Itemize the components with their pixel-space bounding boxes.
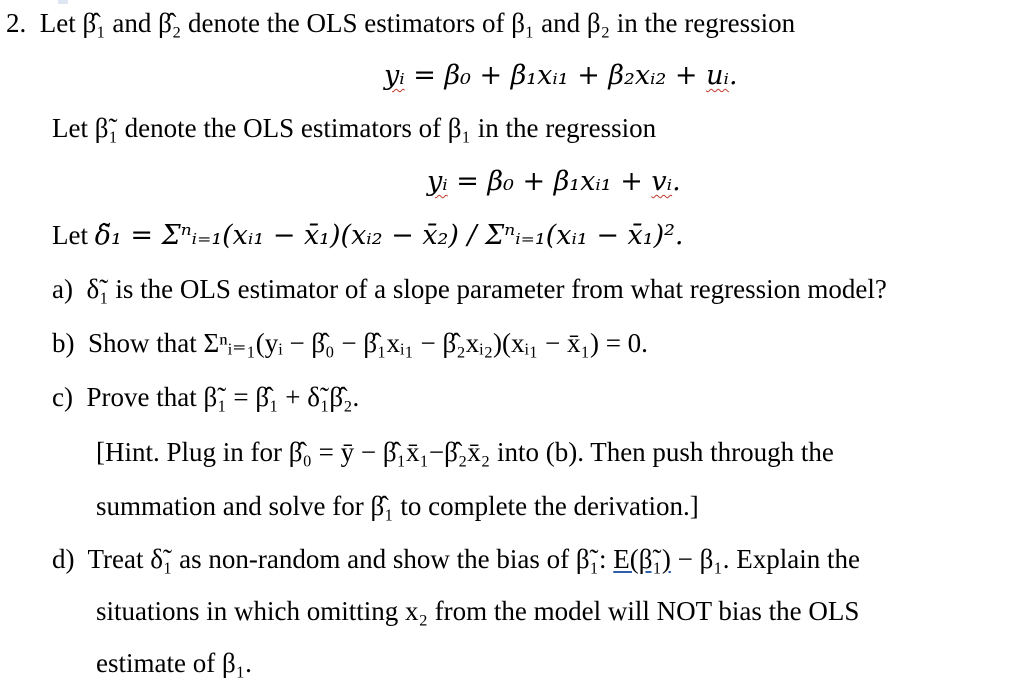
delta-prefix: Let bbox=[52, 220, 95, 250]
eq2-lhs: yᵢ bbox=[427, 166, 448, 197]
part-d-line2 bbox=[96, 598, 859, 625]
selection-marker bbox=[58, 0, 68, 4]
problem-intro: Let β̂₁ and β̂₂ denote the OLS estimators of β₁ and β₂ in the regression bbox=[39, 8, 796, 38]
part-d-label: d) bbox=[52, 544, 75, 574]
part-a-label: a) bbox=[52, 274, 73, 304]
part-b-text: Show that Σⁿᵢ₌₁(yᵢ − β̂₀ − β̂₁xᵢ₁ − β̂₂xᵢ₂)(xᵢ₁ − x̄₁) = 0. bbox=[88, 328, 648, 358]
part-c-text: Prove that β̃₁ = β̂₁ + δ̃₁β̂₂. bbox=[86, 382, 360, 412]
equation-full-model bbox=[384, 62, 738, 89]
expectation-link[interactable]: E(β̃₁) bbox=[613, 544, 671, 574]
part-a bbox=[52, 276, 887, 303]
part-b-label: b) bbox=[52, 328, 75, 358]
eq1-lhs: yᵢ bbox=[384, 60, 405, 91]
line-beta-tilde bbox=[52, 115, 656, 142]
eq2-mid: = β₀ + β₁xᵢ₁ + bbox=[447, 166, 652, 197]
part-d-text-a: Treat δ̃₁ as non-random and show the bias of β̃₁: bbox=[87, 544, 614, 574]
part-c-hint-line1 bbox=[96, 439, 834, 466]
eq1-error: uᵢ bbox=[706, 60, 729, 91]
problem-intro-line bbox=[6, 10, 795, 37]
delta-formula: δ̃₁ = Σⁿᵢ₌₁(xᵢ₁ − x̄₁)(xᵢ₂ − x̄₂) / Σⁿᵢ₌₁(xᵢ₁ − x̄₁)². bbox=[94, 220, 684, 251]
part-c-hint-line2 bbox=[96, 493, 699, 520]
part-d bbox=[52, 546, 860, 573]
part-d-line3 bbox=[96, 650, 252, 677]
part-b bbox=[52, 330, 648, 357]
line2-text: Let β̃₁ denote the OLS estimators of β₁ in the regression bbox=[52, 113, 657, 143]
part-d-line2-text: situations in which omitting x₂ from the model will NOT bias the OLS bbox=[96, 596, 860, 626]
eq2-error: vᵢ bbox=[651, 166, 673, 197]
problem-number: 2. bbox=[6, 8, 27, 38]
equation-short-model bbox=[427, 168, 681, 195]
part-d-line3-text: estimate of β₁. bbox=[96, 648, 252, 678]
part-c bbox=[52, 384, 359, 411]
part-d-text-c: − β₁. Explain the bbox=[670, 544, 860, 574]
hint-line2: summation and solve for β̂₁ to complete the derivation.] bbox=[96, 491, 699, 521]
eq1-mid: = β₀ + β₁xᵢ₁ + β₂xᵢ₂ + bbox=[404, 60, 707, 91]
part-a-text: δ̃₁ is the OLS estimator of a slope parameter from what regression model? bbox=[86, 274, 887, 304]
delta-definition bbox=[52, 222, 684, 249]
hint-line1: [Hint. Plug in for β̂₀ = ȳ − β̂₁x̄₁−β̂₂x̄₂ into (b). Then push through the bbox=[96, 437, 834, 467]
part-c-label: c) bbox=[52, 382, 73, 412]
eq2-end: . bbox=[672, 166, 681, 197]
eq1-end: . bbox=[728, 60, 738, 91]
